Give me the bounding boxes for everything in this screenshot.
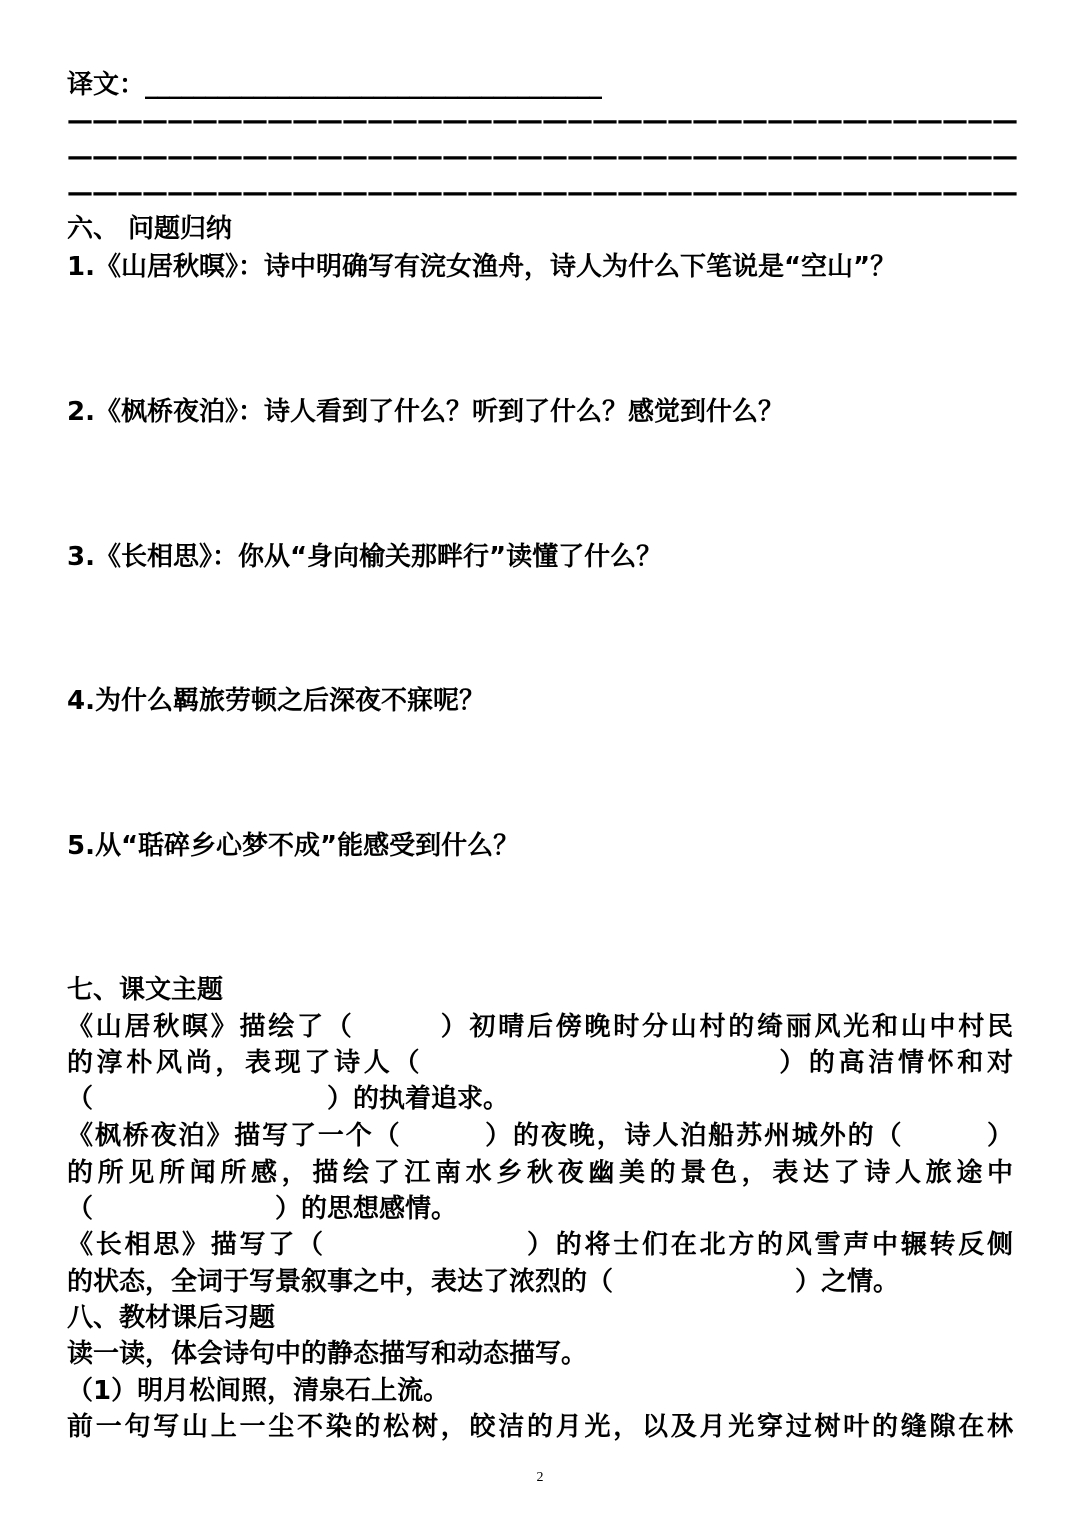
page-number: 2 xyxy=(536,1470,544,1485)
question-2: 2.《枫桥夜泊》：诗人看到了什么？听到了什么？感觉到什么？ xyxy=(67,397,784,427)
theme-line-6: （ ）的思想感情。 xyxy=(67,1194,458,1224)
translation-label: 译文： xyxy=(67,70,146,100)
section-6-heading: 六、 问题归纳 xyxy=(67,214,233,244)
question-4: 4.为什么羁旅劳顿之后深夜不寐呢？ xyxy=(67,686,485,716)
question-5: 5.从“聒碎乡心梦不成”能感受到什么？ xyxy=(67,831,520,861)
translation-blank-3: —————————————————————————————————————— xyxy=(67,142,1017,172)
section-8-heading: 八、教材课后习题 xyxy=(67,1303,276,1333)
translation-blank-1: ______________________________________ xyxy=(145,70,602,100)
theme-line-3: （ ）的执着追求。 xyxy=(67,1084,510,1114)
theme-line-7: 《长相思》描写了（ ）的将士们在北方的风雪声中辗转反侧 xyxy=(67,1230,1013,1260)
exercise-item-1: （1）明月松间照，清泉石上流。 xyxy=(67,1376,450,1406)
theme-line-5: 的所见所闻所感，描绘了江南水乡秋夜幽美的景色，表达了诗人旅途中 xyxy=(67,1158,1013,1188)
theme-line-8: 的状态，全词于写景叙事之中，表达了浓烈的（ ）之情。 xyxy=(67,1267,900,1297)
translation-blank-2: —————————————————————————————————————— xyxy=(67,106,1017,136)
theme-line-1: 《山居秋暝》描绘了（ ）初晴后傍晚时分山村的绮丽风光和山中村民 xyxy=(67,1012,1013,1042)
theme-line-2: 的淳朴风尚，表现了诗人（ ）的高洁情怀和对 xyxy=(67,1048,1013,1078)
translation-line-1 xyxy=(67,68,601,102)
question-3: 3.《长相思》：你从“身向榆关那畔行”读懂了什么？ xyxy=(67,542,663,572)
exercise-instruction: 读一读，体会诗句中的静态描写和动态描写。 xyxy=(67,1339,588,1369)
theme-line-4: 《枫桥夜泊》描写了一个（ ）的夜晚，诗人泊船苏州城外的（ ） xyxy=(67,1121,1013,1151)
translation-blank-4: —————————————————————————————————————— xyxy=(67,178,1017,208)
section-7-heading: 七、课文主题 xyxy=(67,975,224,1005)
question-1: 1.《山居秋暝》：诗中明确写有浣女渔舟，诗人为什么下笔说是“空山”？ xyxy=(67,252,897,282)
exercise-explanation: 前一句写山上一尘不染的松树，皎洁的月光，以及月光穿过树叶的缝隙在林 xyxy=(67,1412,1013,1442)
